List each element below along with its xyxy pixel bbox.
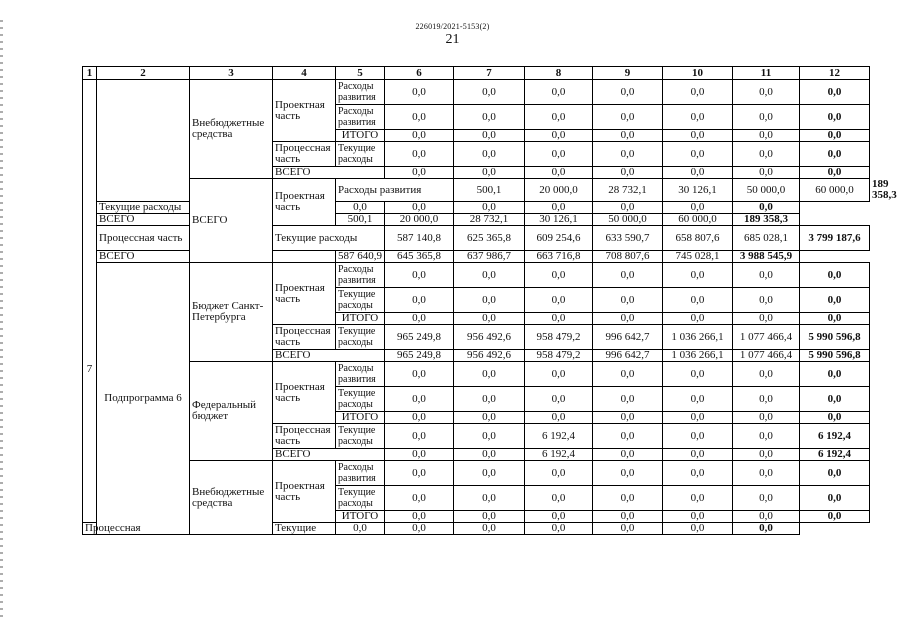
cost-type-dev: Расходы развития: [336, 105, 385, 130]
total-value-cell: 0,0: [800, 263, 870, 288]
value-cell: 50 000,0: [593, 214, 663, 226]
column-number: 8: [525, 67, 593, 80]
total-value-cell: 0,0: [733, 523, 800, 535]
value-cell: 0,0: [454, 424, 525, 449]
value-cell: 0,0: [663, 142, 733, 167]
value-cell: 0,0: [454, 202, 525, 214]
value-cell: 0,0: [733, 461, 800, 486]
table-row: [83, 67, 870, 80]
total-value-cell: 189 358,3: [733, 214, 800, 226]
table-row: [83, 251, 870, 263]
value-cell: 0,0: [525, 511, 593, 523]
value-cell: 663 716,8: [525, 251, 593, 263]
itogo-label: ИТОГО: [336, 130, 385, 142]
total-value-cell: 0,0: [800, 412, 870, 424]
value-cell: 0,0: [663, 449, 733, 461]
value-cell: 0,0: [733, 511, 800, 523]
value-cell: 0,0: [593, 362, 663, 387]
value-cell: 0,0: [385, 362, 454, 387]
value-cell: 1 077 466,4: [733, 325, 800, 350]
value-cell: 1 077 466,4: [733, 350, 800, 362]
value-cell: 0,0: [454, 105, 525, 130]
part-project: Проектная часть: [273, 362, 336, 424]
cost-type-current: Текущие расходы: [336, 387, 385, 412]
total-value-cell: 0,0: [800, 288, 870, 313]
value-cell: 0,0: [385, 313, 454, 325]
value-cell: 500,1: [336, 214, 385, 226]
value-cell: 20 000,0: [385, 214, 454, 226]
value-cell: 0,0: [593, 202, 663, 214]
total-value-cell: 0,0: [800, 387, 870, 412]
value-cell: 0,0: [385, 412, 454, 424]
value-cell: 0,0: [385, 263, 454, 288]
cost-type-current: Текущие расходы: [273, 226, 385, 251]
value-cell: 0,0: [593, 523, 663, 535]
vsego-label: ВСЕГО: [97, 214, 273, 226]
value-cell: 0,0: [525, 461, 593, 486]
value-cell: 0,0: [663, 461, 733, 486]
cost-type-current: Текущие расходы: [336, 142, 385, 167]
value-cell: 965 249,8: [385, 350, 454, 362]
value-cell: 0,0: [733, 313, 800, 325]
value-cell: 685 028,1: [733, 226, 800, 251]
total-value-cell: 0,0: [800, 362, 870, 387]
value-cell: 745 028,1: [663, 251, 733, 263]
value-cell: 658 807,6: [663, 226, 733, 251]
page-number: 21: [445, 32, 460, 47]
total-value-cell: 0,0: [800, 313, 870, 325]
part-project: Проектная часть: [273, 179, 336, 226]
value-cell: 625 365,8: [454, 226, 525, 251]
value-cell: 0,0: [454, 313, 525, 325]
itogo-label: ИТОГО: [336, 511, 385, 523]
value-cell: 996 642,7: [593, 350, 663, 362]
budget-table: [82, 66, 897, 535]
value-cell: 0,0: [593, 263, 663, 288]
value-cell: 0,0: [663, 288, 733, 313]
value-cell: 0,0: [525, 362, 593, 387]
value-cell: 0,0: [454, 486, 525, 511]
value-cell: 0,0: [733, 387, 800, 412]
part-process: Процессная часть: [273, 142, 336, 167]
value-cell: 958 479,2: [525, 350, 593, 362]
value-cell: 0,0: [593, 511, 663, 523]
value-cell: 587 640,9: [336, 251, 385, 263]
part-process: Процессная часть: [273, 424, 336, 449]
value-cell: 0,0: [733, 449, 800, 461]
document-number: 226019/2021-5153(2): [415, 22, 490, 31]
value-cell: 0,0: [454, 80, 525, 105]
part-process: Процессная часть: [273, 325, 336, 350]
cost-type-dev: Расходы развития: [336, 362, 385, 387]
column-number: 4: [273, 67, 336, 80]
value-cell: 60 000,0: [663, 214, 733, 226]
table-row: [83, 461, 870, 486]
value-cell: 0,0: [593, 80, 663, 105]
value-cell: 0,0: [663, 263, 733, 288]
value-cell: 0,0: [663, 387, 733, 412]
value-cell: 0,0: [733, 130, 800, 142]
value-cell: 28 732,1: [593, 179, 663, 202]
value-cell: 958 479,2: [525, 325, 593, 350]
value-cell: 0,0: [454, 288, 525, 313]
value-cell: 637 986,7: [454, 251, 525, 263]
value-cell: 965 249,8: [385, 325, 454, 350]
value-cell: 0,0: [385, 105, 454, 130]
source-federal-budget: Федеральный бюджет: [190, 362, 273, 461]
value-cell: 0,0: [733, 263, 800, 288]
part-project: Проектная часть: [273, 80, 336, 142]
value-cell: 708 807,6: [593, 251, 663, 263]
total-value-cell: 6 192,4: [800, 449, 870, 461]
value-cell: 0,0: [663, 412, 733, 424]
value-cell: 0,0: [593, 387, 663, 412]
cost-type-current: Текущие расходы: [336, 288, 385, 313]
table-row: [83, 263, 870, 288]
value-cell: 0,0: [525, 130, 593, 142]
cost-type-current: Текущие расходы: [336, 424, 385, 449]
table-row: [83, 362, 870, 387]
source-extrabudget: Внебюджетные средства: [190, 461, 273, 535]
value-cell: 60 000,0: [800, 179, 870, 202]
itogo-label: ИТОГО: [336, 412, 385, 424]
value-cell: 0,0: [525, 167, 593, 179]
value-cell: 0,0: [593, 486, 663, 511]
value-cell: 500,1: [454, 179, 525, 202]
total-value-cell: 0,0: [733, 202, 800, 214]
value-cell: 1 036 266,1: [663, 325, 733, 350]
value-cell: 0,0: [525, 80, 593, 105]
value-cell: 0,0: [593, 130, 663, 142]
cost-type-current: Текущие: [273, 523, 336, 535]
value-cell: 1 036 266,1: [663, 350, 733, 362]
value-cell: 0,0: [733, 80, 800, 105]
column-number: 10: [663, 67, 733, 80]
value-cell: 6 192,4: [525, 449, 593, 461]
cost-type-current: Текущие расходы: [336, 325, 385, 350]
value-cell: 0,0: [525, 202, 593, 214]
value-cell: 0,0: [525, 412, 593, 424]
value-cell: 0,0: [525, 523, 593, 535]
value-cell: 6 192,4: [525, 424, 593, 449]
value-cell: 0,0: [663, 486, 733, 511]
row-number: 7: [83, 80, 97, 523]
value-cell: 0,0: [733, 424, 800, 449]
value-cell: 0,0: [454, 511, 525, 523]
value-cell: 0,0: [525, 486, 593, 511]
value-cell: 0,0: [663, 523, 733, 535]
value-cell: 0,0: [733, 105, 800, 130]
value-cell: 0,0: [385, 142, 454, 167]
value-cell: 0,0: [663, 130, 733, 142]
total-value-cell: 0,0: [800, 511, 870, 523]
value-cell: 0,0: [385, 461, 454, 486]
value-cell: 645 365,8: [385, 251, 454, 263]
total-value-cell: 0,0: [800, 167, 870, 179]
column-number: 2: [97, 67, 190, 80]
table-row: [83, 80, 870, 105]
value-cell: 0,0: [385, 288, 454, 313]
column-number: 3: [190, 67, 273, 80]
vsego-label: ВСЕГО: [97, 251, 336, 263]
value-cell: 30 126,1: [663, 179, 733, 202]
value-cell: 0,0: [454, 130, 525, 142]
total-value-cell: 0,0: [800, 142, 870, 167]
cost-type-dev: Расходы развития: [336, 263, 385, 288]
total-value-cell: 5 990 596,8: [800, 350, 870, 362]
value-cell: 0,0: [525, 387, 593, 412]
page-edge-mark: [0, 20, 3, 620]
value-cell: 0,0: [336, 202, 385, 214]
value-cell: 0,0: [525, 288, 593, 313]
table-row: [83, 202, 870, 214]
value-cell: 996 642,7: [593, 325, 663, 350]
column-number: 1: [83, 67, 97, 80]
value-cell: 0,0: [733, 362, 800, 387]
value-cell: 0,0: [663, 167, 733, 179]
source-extrabudget: Внебюджетные средства: [190, 80, 273, 179]
value-cell: 0,0: [663, 202, 733, 214]
value-cell: 0,0: [663, 313, 733, 325]
value-cell: 0,0: [385, 130, 454, 142]
value-cell: 0,0: [663, 105, 733, 130]
value-cell: 0,0: [593, 167, 663, 179]
column-number: 12: [800, 67, 870, 80]
column-number: 5: [336, 67, 385, 80]
column-number: 9: [593, 67, 663, 80]
value-cell: 0,0: [663, 424, 733, 449]
total-value-cell: 3 799 187,6: [800, 226, 870, 251]
value-cell: 0,0: [593, 424, 663, 449]
value-cell: 0,0: [733, 486, 800, 511]
column-number: 6: [385, 67, 454, 80]
value-cell: 0,0: [593, 449, 663, 461]
column-number: 11: [733, 67, 800, 80]
value-cell: 0,0: [733, 167, 800, 179]
value-cell: 0,0: [454, 387, 525, 412]
table-row: ВСЕГО Проектная часть Расходы развития 500,1 20 000,0 28 732,1 30 126,1 50 000,0 60 000,0 189 358,3: [83, 179, 870, 202]
value-cell: 633 590,7: [593, 226, 663, 251]
value-cell: 0,0: [385, 486, 454, 511]
vsego-label: ВСЕГО: [273, 350, 385, 362]
cost-type-current: Текущие расходы: [97, 202, 273, 214]
value-cell: 0,0: [385, 523, 454, 535]
total-value-cell: 5 990 596,8: [800, 325, 870, 350]
value-cell: 0,0: [593, 412, 663, 424]
value-cell: 0,0: [593, 461, 663, 486]
itogo-label: ИТОГО: [336, 313, 385, 325]
part-process: Процессная: [83, 523, 97, 535]
cost-type-current: Текущие расходы: [336, 486, 385, 511]
value-cell: 0,0: [454, 263, 525, 288]
value-cell: 0,0: [525, 142, 593, 167]
value-cell: 0,0: [385, 167, 454, 179]
value-cell: 20 000,0: [525, 179, 593, 202]
value-cell: 0,0: [733, 288, 800, 313]
value-cell: 0,0: [663, 511, 733, 523]
value-cell: 956 492,6: [454, 325, 525, 350]
value-cell: 0,0: [593, 105, 663, 130]
value-cell: 0,0: [454, 142, 525, 167]
value-cell: 0,0: [385, 387, 454, 412]
value-cell: 0,0: [385, 424, 454, 449]
value-cell: 0,0: [454, 461, 525, 486]
value-cell: 50 000,0: [733, 179, 800, 202]
total-value-cell: 0,0: [800, 461, 870, 486]
value-cell: 0,0: [593, 288, 663, 313]
value-cell: 0,0: [454, 412, 525, 424]
total-label: ВСЕГО: [190, 179, 273, 263]
cost-type-dev: Расходы развития: [336, 179, 454, 202]
value-cell: 30 126,1: [525, 214, 593, 226]
total-value-cell: 3 988 545,9: [733, 251, 800, 263]
total-value-cell: 0,0: [800, 130, 870, 142]
value-cell: 0,0: [525, 105, 593, 130]
value-cell: 0,0: [525, 263, 593, 288]
value-cell: 0,0: [454, 449, 525, 461]
value-cell: 0,0: [733, 142, 800, 167]
part-project: Проектная часть: [273, 461, 336, 523]
value-cell: 0,0: [454, 523, 525, 535]
value-cell: 28 732,1: [454, 214, 525, 226]
value-cell: 0,0: [385, 202, 454, 214]
subprogram-label: Подпрограмма 6: [97, 263, 190, 535]
vsego-label: ВСЕГО: [273, 449, 385, 461]
value-cell: 0,0: [593, 313, 663, 325]
value-cell: 0,0: [385, 511, 454, 523]
value-cell: 0,0: [385, 449, 454, 461]
value-cell: 0,0: [733, 412, 800, 424]
value-cell: 0,0: [663, 80, 733, 105]
value-cell: 0,0: [454, 362, 525, 387]
value-cell: 0,0: [525, 313, 593, 325]
column-number: 7: [454, 67, 525, 80]
part-project: Проектная часть: [273, 263, 336, 325]
value-cell: 0,0: [663, 362, 733, 387]
total-value-cell: 0,0: [800, 486, 870, 511]
value-cell: 956 492,6: [454, 350, 525, 362]
cost-type-dev: Расходы развития: [336, 80, 385, 105]
value-cell: 587 140,8: [385, 226, 454, 251]
total-value-cell: 0,0: [800, 105, 870, 130]
total-value-cell: 0,0: [800, 80, 870, 105]
source-spb-budget: Бюджет Санкт-Петербурга: [190, 263, 273, 362]
value-cell: 0,0: [385, 80, 454, 105]
value-cell: 0,0: [593, 142, 663, 167]
part-process: Процессная часть: [97, 226, 190, 251]
vsego-label: ВСЕГО: [273, 167, 385, 179]
value-cell: 609 254,6: [525, 226, 593, 251]
total-value-cell: 6 192,4: [800, 424, 870, 449]
value-cell: 0,0: [336, 523, 385, 535]
value-cell: 0,0: [454, 167, 525, 179]
cost-type-dev: Расходы развития: [336, 461, 385, 486]
section-blank: [97, 80, 190, 202]
